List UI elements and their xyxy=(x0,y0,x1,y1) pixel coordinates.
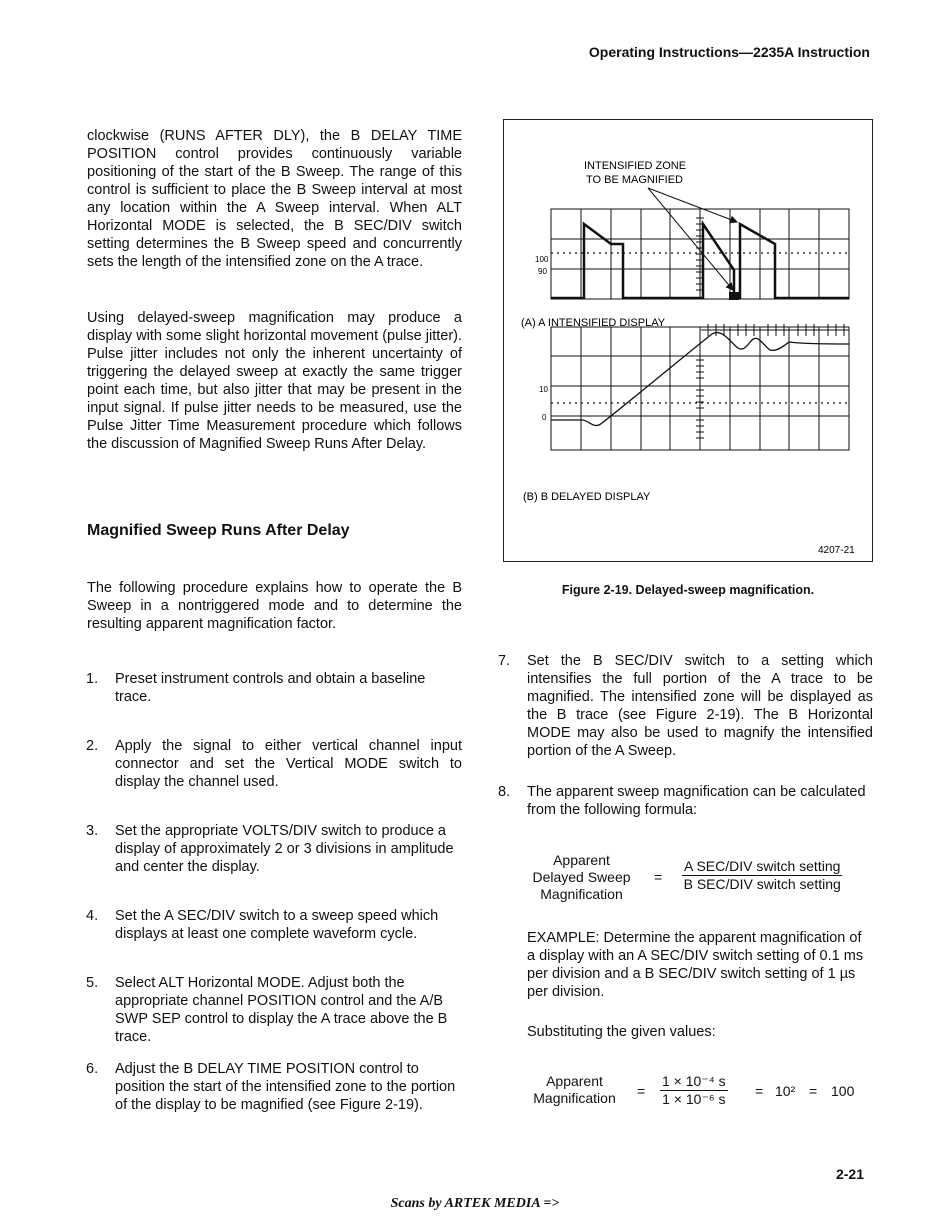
page-number: 2-21 xyxy=(835,1166,864,1182)
formula-lhs-line2: Delayed Sweep xyxy=(532,869,631,885)
example-formula xyxy=(527,1073,873,1113)
step-text: Preset instrument controls and obtain a baseline trace. xyxy=(115,671,426,705)
formula-denominator: B SEC/DIV switch setting xyxy=(683,876,841,892)
intensified-zone-marker xyxy=(729,292,739,300)
step-number: 6. xyxy=(86,1061,99,1077)
step-number: 4. xyxy=(86,908,99,924)
step-text: Set the appropriate VOLTS/DIV switch to produce a display of approximately 2 or 3 divisions in amplitude and center the display. xyxy=(115,823,454,875)
example-lhs-line1: Apparent xyxy=(546,1073,603,1089)
formula-numerator: A SEC/DIV switch setting xyxy=(684,858,841,874)
figure-delayed-sweep xyxy=(503,119,873,562)
step-text: Set the A SEC/DIV switch to a sweep speed which displays at least one complete waveform cycle. xyxy=(115,908,439,942)
step-3 xyxy=(86,822,462,876)
example-paragraph: EXAMPLE: Determine the apparent magnification of a display with an A SEC/DIV switch setting of 0.1 ms per division and a B SEC/DIV switch setting of 1 µs per division. xyxy=(527,930,864,1000)
figure-drawing xyxy=(504,120,872,561)
step-2 xyxy=(86,737,462,791)
label-100-percent: 100 xyxy=(535,255,549,264)
step-number: 7. xyxy=(498,653,511,669)
step-text: Select ALT Horizontal MODE. Adjust both the appropriate channel POSITION control and the A/B SWP SEP control to display the A trace above the B trace. xyxy=(115,975,448,1045)
step-7 xyxy=(498,652,873,760)
example-equals-3: = xyxy=(809,1083,818,1099)
formula-fraction xyxy=(682,858,842,893)
example-equals-2: = xyxy=(755,1083,764,1099)
step-text: Apply the signal to either vertical channel input connector and set the Vertical MODE switch to display the channel used. xyxy=(115,738,462,790)
zone-label-line2: TO BE MAGNIFIED xyxy=(586,174,683,186)
step-number: 3. xyxy=(86,823,99,839)
formula-equals: = xyxy=(654,869,663,885)
step-number: 1. xyxy=(86,671,99,687)
paragraph-pulse-jitter: Using delayed-sweep magnification may produce a display with some slight horizontal movement (pulse jitter). Pulse jitter includes not only the inherent uncertainty of triggering the delayed sweep at exactly the same trigger point each time, but also jitter that may be present in the input signal. If pulse jitter needs to be measured, use the Pulse Jitter Time Measurement procedure which follows the discussion of Magnified Sweep Runs After Delay. xyxy=(87,310,462,452)
example-result: 100 xyxy=(831,1083,855,1099)
example-numerator: 1 × 10⁻⁴ s xyxy=(662,1073,726,1089)
zone-label-line1: INTENSIFIED ZONE xyxy=(584,160,687,172)
example-lhs-line2: Magnification xyxy=(533,1090,616,1106)
magnification-formula xyxy=(524,852,869,904)
step-number: 2. xyxy=(86,738,99,754)
step-number: 5. xyxy=(86,975,99,991)
example-fraction xyxy=(660,1073,728,1108)
running-header: Operating Instructions—2235A Instruction xyxy=(588,44,870,60)
example-power: 10² xyxy=(775,1083,796,1099)
a-display-label: (A) A INTENSIFIED DISPLAY xyxy=(521,317,666,329)
b-display-label: (B) B DELAYED DISPLAY xyxy=(523,491,651,503)
step-8 xyxy=(498,783,873,819)
scan-credit-footer: Scans by ARTEK MEDIA => xyxy=(390,1196,560,1211)
zone-arrow-upper xyxy=(648,188,737,222)
step-number: 8. xyxy=(498,784,511,800)
step-4 xyxy=(86,907,462,943)
step-text: Adjust the B DELAY TIME POSITION control to position the start of the intensified zone to the portion of the display to be magnified (see Figure 2-19). xyxy=(115,1061,456,1113)
step-5 xyxy=(86,974,462,1046)
label-90-percent: 90 xyxy=(538,267,547,276)
figure-id: 4207-21 xyxy=(818,545,855,556)
label-0-percent: 0 xyxy=(542,413,547,422)
formula-lhs-line1: Apparent xyxy=(553,852,610,868)
formula-lhs-line3: Magnification xyxy=(540,886,623,902)
paragraph-procedure-intro: The following procedure explains how to operate the B Sweep in a nontriggered mode and to determine the resulting apparent magnification factor. xyxy=(87,580,462,632)
step-1 xyxy=(86,670,462,706)
example-equals-1: = xyxy=(637,1083,646,1099)
step-6 xyxy=(86,1060,462,1114)
example-denominator: 1 × 10⁻⁶ s xyxy=(662,1091,726,1107)
figure-caption: Figure 2-19. Delayed-sweep magnification. xyxy=(561,583,815,597)
substituting-text: Substituting the given values: xyxy=(527,1024,716,1040)
label-10-percent: 10 xyxy=(539,385,548,394)
paragraph-runs-after-dly: clockwise (RUNS AFTER DLY), the B DELAY TIME POSITION control provides continuously variable positioning of the start of the B Sweep. The range of this control is sufficient to place the B Sweep interval at most any location within the A Sweep interval. When ALT Horizontal MODE is selected, the B SEC/DIV switch setting determines the B Sweep speed and concurrently sets the length of the intensified zone on the A trace. xyxy=(87,128,462,270)
step-text: The apparent sweep magnification can be calculated from the following formula: xyxy=(527,784,866,818)
step-text: Set the B SEC/DIV switch to a setting which intensifies the full portion of the A trace to be magnified. The intensified zone will be displayed as the B trace (see Figure 2-19). The B Horizontal MODE may also be used to magnify the intensified portion of the A Sweep. xyxy=(527,653,873,759)
section-heading: Magnified Sweep Runs After Delay xyxy=(87,522,350,539)
